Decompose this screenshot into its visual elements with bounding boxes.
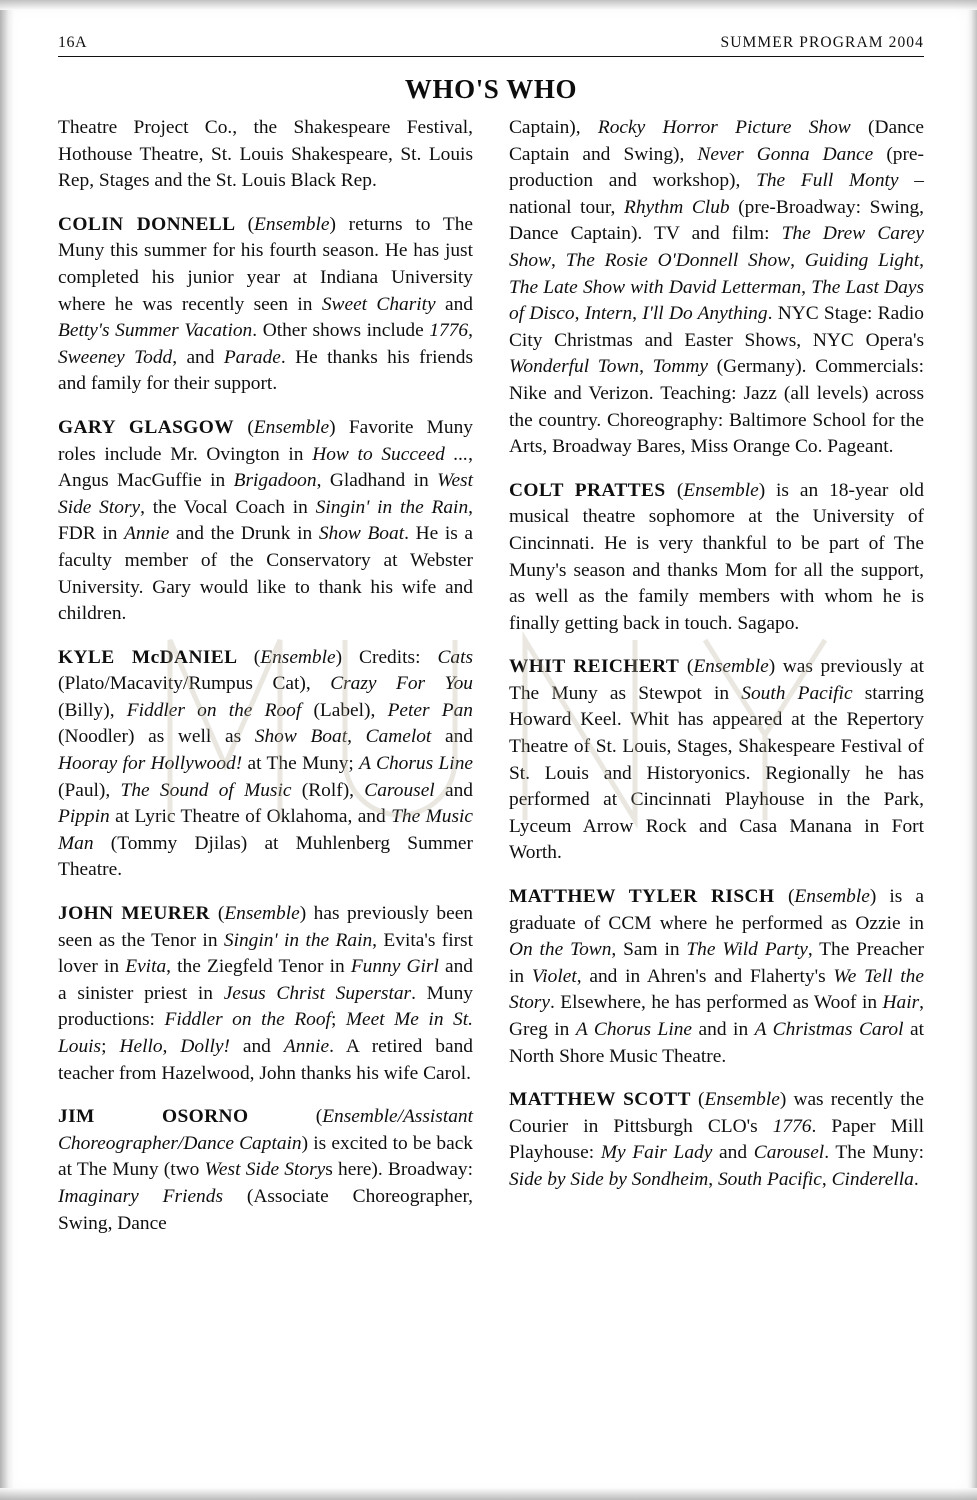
body-text: and the Drunk in [169,523,319,545]
title-italic: The Drew Carey Show [509,223,924,271]
page-edge-left [0,0,14,1500]
body-text: ) is excited to be back at The Muny (two [58,1132,473,1181]
title-italic: West Side Story [204,1159,326,1181]
body-text: . NYC Stage: Radio City Christmas and Easter Shows, NYC Opera's [509,303,924,351]
body-text: (Associate Choreographer, Swing, Dance [58,1185,473,1234]
title-italic: Violet [531,965,577,987]
title-italic: Intern [584,303,633,325]
title-italic: Ensemble [693,656,769,678]
body-text: ( [315,1106,323,1128]
title-italic: Ensemble [254,213,330,235]
title-italic: How to Succeed ... [312,443,469,465]
title-italic: Carousel [364,779,435,801]
running-head: SUMMER PROGRAM 2004 [720,34,924,51]
title-italic: Ensemble [253,416,330,438]
body-text: , FDR in [58,496,473,545]
right-column [509,115,924,1237]
bio-paragraph-gary-glasgow [58,415,473,628]
title-italic: Tommy [652,356,708,378]
body-text: (Label), [301,699,388,721]
title-italic: Ensemble/Assistant Choreographer/Dance Captain [58,1106,473,1154]
title-italic: Cinderella [831,1168,914,1190]
title-italic: Hello, Dolly! [119,1036,230,1057]
body-text: , Greg in [509,992,924,1040]
title-italic: Fiddler on the Roof [126,699,302,721]
bio-paragraph-matthew-scott [509,1087,924,1193]
title-italic: Rhythm Club [624,196,730,218]
body-text: ( [698,1089,705,1111]
title-italic: Wonderful Town [509,356,640,378]
bio-paragraph-whit-reichert [509,654,924,867]
performer-name: JIM OSORNO [58,1106,316,1128]
title-italic: Cats [437,646,473,668]
title-italic: Ensemble [794,886,870,908]
title-italic: South Pacific [741,682,853,704]
body-text: , and in Ahren's and Flaherty's [576,965,834,987]
performer-name: WHIT REICHERT [509,656,687,678]
body-text: Theatre Project Co., the Shakespeare Festival, Hothouse Theatre, St. Louis Shakespeare, St. Louis Rep, Stages and the St. Louis Black Rep. [58,117,473,192]
bio-paragraph-continuation [58,115,473,195]
body-text: and [434,779,473,801]
title-italic: Hooray for Hollywood! [58,753,243,775]
title-italic: Camelot [365,726,432,748]
title-italic: Imaginary Friends [58,1185,223,1207]
body-text: , [801,276,812,298]
title-italic: Show Boat [318,523,405,545]
body-text: . Paper Mill Playhouse: [509,1115,924,1164]
title-italic: Rocky Horror Picture Show [597,117,851,138]
body-text: ) Favorite Muny roles include Mr. Ovington in [58,416,473,465]
body-text: , Angus MacGuffie in [58,443,473,492]
body-text: and a sinister priest in [58,956,473,1004]
bio-paragraph-john-meurer [58,901,473,1087]
body-text: , The Preacher in [509,939,924,987]
title-italic: Singin' in the Rain [315,496,469,518]
performer-name: MATTHEW TYLER RISCH [509,886,788,908]
body-text: (Noodler) as well as [58,726,255,748]
title-italic: The Sound of Music [120,779,292,801]
title-italic: Show Boat [254,726,348,748]
title-italic: Fiddler on the Roof [164,1009,331,1031]
body-text: , [639,356,653,378]
title-italic: Evita [125,956,167,978]
title-italic: I'll Do Anything [642,303,768,325]
body-text: ( [787,886,795,908]
body-text: and [229,1036,284,1057]
title-italic: The Rosie O'Donnell Show [565,249,791,271]
performer-name: COLIN DONNELL [58,213,248,235]
left-column [58,115,473,1237]
bio-paragraph-matthew-tyler-risch [509,884,924,1070]
performer-name: JOHN MEURER [58,903,218,925]
body-text: , [919,249,924,271]
body-text: , [574,303,585,325]
body-text: – national tour, [509,170,925,218]
title-italic: Ensemble [683,479,759,501]
page-content [58,34,924,1237]
body-text: (Billy), [58,699,127,721]
title-italic: 1776 [772,1115,812,1137]
title-italic: The Wild Party [686,939,808,961]
body-text: , [468,320,473,342]
text-columns [58,115,924,1237]
title-italic: Sweeney Todd [58,346,173,368]
performer-name: KYLE McDANIEL [58,646,254,668]
title-italic: Annie [124,523,170,545]
page-header [58,34,924,57]
performer-name: MATTHEW SCOTT [509,1089,699,1111]
title-italic: Meet Me in St. Louis [58,1009,473,1057]
title-italic: Guiding Light [804,249,920,271]
performer-name: GARY GLASGOW [58,416,248,438]
title-italic: Never Gonna Dance [697,143,874,165]
title-italic: Ensemble [260,646,336,668]
page-edge-right [967,0,977,1500]
page-title: WHO'S WHO [404,74,578,104]
body-text: ( [217,903,225,925]
title-italic: The Late Show with David Letterman [509,276,802,298]
body-text: , the Vocal Coach in [140,496,316,518]
title-italic: Side by Side by Sondheim [509,1168,709,1190]
title-italic: Carousel [753,1142,825,1164]
title-italic: Parade [223,346,281,368]
body-text: (pre-production and workshop), [509,143,924,192]
body-text: . Muny productions: [58,982,473,1031]
title-italic: Peter Pan [387,699,473,721]
title-italic: On the Town [509,939,612,961]
title-italic: We Tell the Story [509,965,924,1014]
body-text: , [551,249,566,271]
title-italic: Ensemble [224,903,300,925]
body-text: , [821,1168,832,1190]
body-text: (Paul), [58,779,121,801]
body-text: s here). Broadway: [325,1159,473,1181]
body-text: ; [101,1036,120,1057]
title-italic: A Chorus Line [575,1019,693,1040]
body-text: ( [686,656,694,678]
title-italic: A Chorus Line [359,753,473,775]
body-text: ) was recently the Courier in Pittsburgh CLO's [509,1089,924,1137]
body-text: . Other shows include [252,320,430,342]
body-text: . Elsewhere, he has performed as Woof in [549,992,883,1014]
body-text: (Rolf), [291,779,365,801]
title-italic: The Music Man [58,806,473,854]
title-italic: Sweet Charity [321,293,436,315]
title-italic: Pippin [58,806,110,828]
title-italic: Funny Girl [350,956,439,978]
body-text: (Plato/Macavity/Rumpus Cat), [58,673,331,695]
body-text: , Gladhand in [316,470,438,492]
title-italic: West Side Story [58,470,473,518]
body-text: ; [330,1009,346,1031]
body-text: and [712,1142,754,1164]
body-text: ( [247,416,254,438]
body-text: ) was previously at The Muny as Stewpot in [509,656,925,704]
body-text: and in [692,1019,755,1040]
body-text: ) has previously been seen as the Tenor in [58,903,473,951]
title-italic: The Last Days of Disco [509,276,924,325]
title-italic: Hair [882,992,920,1014]
body-text: ) returns to The Muny this summer for his fourth season. He has just completed his junior year at Indiana University where he was recently seen in [58,213,473,315]
bio-paragraph-jim-osorno-continued [509,115,924,461]
body-text: Captain), [509,117,598,138]
title-italic: Betty's Summer Vacation [58,320,253,342]
title-italic: Ensemble [704,1089,780,1111]
title-italic: Singin' in the Rain [223,929,373,951]
body-text: , [708,1168,718,1190]
title-italic: My Fair Lady [600,1142,713,1164]
body-text: , the Ziegfeld Tenor in [166,956,351,978]
title-italic: The Full Monty [756,170,899,192]
page-edge-top [0,0,977,10]
title-italic: 1776 [429,320,469,342]
title-italic: South Pacific [717,1168,822,1190]
body-text: , [790,249,805,271]
body-text: ) is a graduate of CCM where he performed as Ozzie in [509,886,924,934]
page-folio: 16A [58,34,88,51]
bio-paragraph-jim-osorno [58,1104,473,1237]
title-italic: Brigadoon [233,470,317,492]
body-text: . A retired band teacher from Hazelwood, John thanks his wife Carol. [58,1036,473,1084]
title-italic: A Christmas Carol [754,1019,904,1040]
body-text: . [913,1168,919,1190]
body-text: starring Howard Keel. Whit has appeared at the Repertory Theatre of St. Louis, Stages, Shakespeare Festival of St. Louis and Historyonics. Regionally he has performed at Cincinnati Playhouse in the Park, Lyceum Arrow Rock and Casa Manana in Fort Worth. [509,682,924,864]
body-text: at Lyric Theatre of Oklahoma, and [109,806,392,828]
title-italic: Jesus Christ Superstar [223,982,412,1004]
body-text: , Sam in [611,939,687,961]
body-text: ( [676,479,684,501]
body-text: (Germany). Commercials: Nike and Verizon. Teaching: Jazz (all levels) across the country. Choreography: Baltimore School for the Arts, Broadway Bares, Miss Orange Co. Pageant. [509,356,924,458]
body-text: , Evita's first lover in [58,929,473,978]
body-text: ) is an 18-year old musical theatre sophomore at the University of Cincinnati. He is very thankful to be part of The Muny's season and thanks Mom for all the support, as well as the family members with whom he is finally getting back in touch. Sagapo. [509,479,924,634]
body-text: and [435,293,473,315]
performer-name: COLT PRATTES [509,479,677,501]
body-text: . He is a faculty member of the Conservatory at Webster University. Gary would like to thank his wife and children. [58,523,473,625]
title-italic: Crazy For You [330,673,473,695]
body-text: (pre-Broadway: Swing, Dance Captain). TV and film: [509,196,924,245]
body-text: , [632,303,643,325]
bio-paragraph-colin-donnell [58,212,473,398]
body-text: (Tommy Djilas) at Muhlenberg Summer Theatre. [58,832,473,881]
bio-paragraph-colt-prattes [509,478,924,638]
body-text: (Dance Captain and Swing), [509,117,924,165]
body-text: , and [172,346,224,368]
body-text: . The Muny: [824,1142,925,1164]
page-edge-bottom [0,1488,977,1500]
body-text: at The Muny; [242,753,360,775]
bio-paragraph-kyle-mcdaniel [58,645,473,884]
body-text: and [431,726,473,748]
body-text: ) Credits: [335,646,438,668]
body-text: at North Shore Music Theatre. [509,1019,925,1067]
body-text: ( [253,646,261,668]
body-text: ( [247,213,255,235]
body-text: , [347,726,366,748]
title-italic: Annie [283,1036,330,1057]
body-text: . He thanks his friends and family for their support. [58,346,473,395]
